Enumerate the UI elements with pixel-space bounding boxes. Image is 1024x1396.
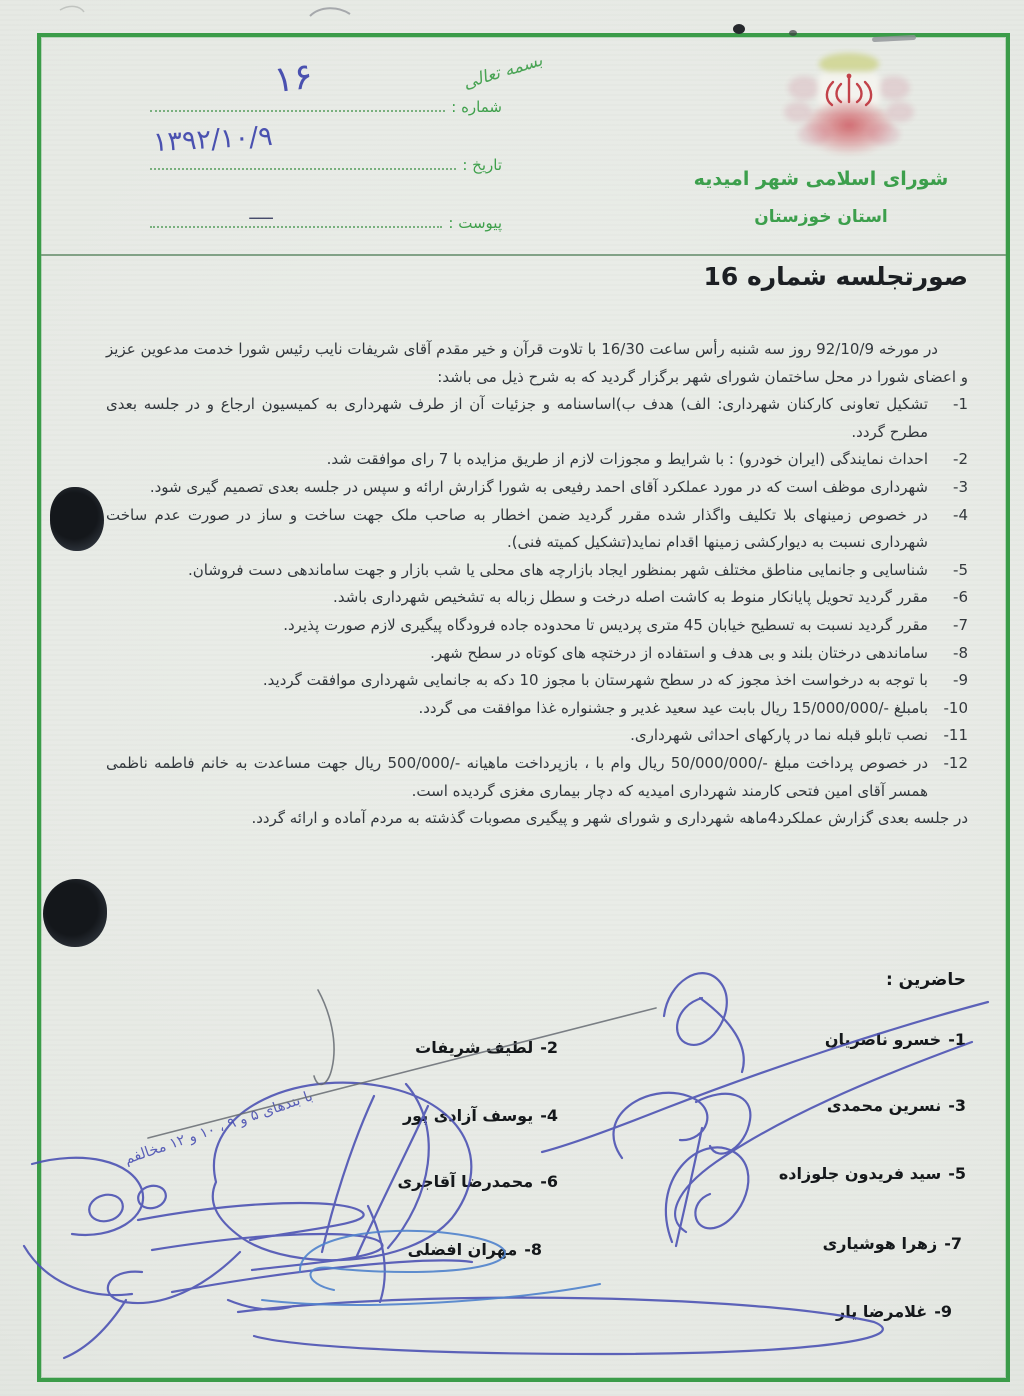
item-text: احداث نمایندگی (ایران خودرو) : با شرایط و مجوزات لازم از طریق مزایده با 7 رای موافقت شد. xyxy=(326,450,928,469)
minutes-item-11 xyxy=(106,722,968,750)
item-number: 10- xyxy=(943,698,968,717)
item-number: 9- xyxy=(953,671,968,690)
minutes-item-10 xyxy=(106,695,968,723)
minutes-item-1 xyxy=(106,391,968,446)
attendee-5 xyxy=(779,1164,966,1183)
item-number: 2- xyxy=(953,450,968,469)
attachment-dotted-line xyxy=(150,204,442,228)
date-label: تاریخ : xyxy=(462,156,502,174)
field-number xyxy=(150,55,502,116)
minutes-item-9 xyxy=(106,667,968,695)
attendee-number: 7- xyxy=(944,1234,962,1253)
item-number: 1- xyxy=(953,395,968,414)
organization-name xyxy=(676,160,966,236)
attendee-number: 6- xyxy=(540,1172,558,1191)
item-text: در خصوص پرداخت مبلغ -/50/000/000 ریال وام با ، بازپرداخت ماهیانه -/500/000 ریال جهت مساعدت به خانم فاطمه ناظمی همسر آقای امین فتحی کارمند شهرداری امیدیه که دچار بیماری مغزی گردیده است. xyxy=(106,753,928,800)
attendee-name: خسرو ناصریان xyxy=(824,1030,942,1049)
closing-paragraph: در جلسه بعدی گزارش عملکرد4ماهه شهرداری و شورای شهر و پیگیری مصوبات گذشته به مردم آماده و ارائه گردد. xyxy=(251,809,968,828)
minutes-item-12 xyxy=(106,750,968,805)
attendee-name: یوسف آزادی پور xyxy=(402,1106,534,1125)
attendee-2 xyxy=(415,1038,558,1057)
minutes-item-8 xyxy=(106,640,968,668)
emblem-graphic xyxy=(774,48,924,168)
scan-specks xyxy=(60,6,916,42)
bismillah-calligraphy: بسمه تعالی xyxy=(460,50,545,94)
item-number: 8- xyxy=(953,643,968,662)
field-attachment xyxy=(150,174,502,232)
attendee-9 xyxy=(836,1302,952,1321)
attachment-label: پیوست : xyxy=(448,214,502,232)
attendee-name: نسرین محمدی xyxy=(826,1096,942,1115)
item-text: با توجه به درخواست اخذ مجوز که در سطح شهرستان با مجوز 10 دکه به جانمایی شهرداری موافقت گردید. xyxy=(262,671,928,690)
attachment-handwritten-dash: ـــــ xyxy=(249,204,273,223)
attendee-number: 3- xyxy=(948,1096,966,1115)
iran-emblem-stamp xyxy=(774,48,924,168)
attendee-7 xyxy=(823,1234,962,1253)
handwritten-objection-note: با بندهای ۵ و ۹ ، ۱۰ و ۱۲ مخالفم xyxy=(122,1088,315,1168)
date-handwritten-value: ۱۳۹۲/۱۰/۹ xyxy=(152,120,274,159)
minutes-item-4 xyxy=(106,502,968,557)
item-text: بامبلغ -/15/000/000 ریال بابت عید سعید غدیر و جشنواره غذا موافقت می گردد. xyxy=(418,698,928,717)
item-number: 3- xyxy=(953,477,968,496)
attendee-name: محمدرضا آقاجری xyxy=(397,1172,534,1191)
item-text: مقرر گردید نسبت به تسطیح خیابان 45 متری پردیس تا محدوده جاده فرودگاه پیگیری لازم صورت پذیرد. xyxy=(283,615,928,634)
attendee-name: زهرا هوشیاری xyxy=(822,1234,938,1253)
attendee-3 xyxy=(827,1096,966,1115)
attendee-name: سید فریدون جلوزاده xyxy=(778,1164,942,1183)
minutes-item-7 xyxy=(106,612,968,640)
attendee-4 xyxy=(403,1106,558,1125)
item-text: تشکیل تعاونی کارکنان شهرداری: الف) هدف ب)اساسنامه و جزئیات آن از طرف شهرداری به کمیسیون ارجاع و در جلسه بعدی مطرح گردد. xyxy=(106,395,928,441)
item-text: شهرداری موظف است که در مورد عملکرد آقای احمد رفیعی به شورا گزارش ارائه و سپس در جلسه بعدی تصمیم گیری شود. xyxy=(149,477,928,496)
item-text: در خصوص زمینهای بلا تکلیف واگذار شده مقرر گردید ضمن اخطار به صاحب ملک جهت ساخت و ساز در صورت عدم ساخت شهرداری نسبت به دیوارکشی زمینها اقدام نماید(تشکیل کمیته فنی). xyxy=(106,505,928,552)
item-text: شناسایی و جانمایی مناطق مختلف شهر بمنظور ایجاد بازارچه های محلی یا شب بازار و جهت ساماندهی دست فروشان. xyxy=(187,560,928,579)
minutes-item-2 xyxy=(106,446,968,474)
item-number: 11- xyxy=(943,726,968,745)
item-number: 6- xyxy=(953,588,968,607)
item-number: 7- xyxy=(953,615,968,634)
attendee-number: 9- xyxy=(934,1302,952,1321)
org-council-line: شورای اسلامی شهر امیدیه xyxy=(693,168,949,190)
attendee-number: 5- xyxy=(948,1164,966,1183)
attendee-number: 8- xyxy=(524,1240,542,1259)
minutes-item-6 xyxy=(106,584,968,612)
number-handwritten-value: ۱۶ xyxy=(271,55,316,102)
item-number: 5- xyxy=(953,560,968,579)
item-text: ساماندهی درختان بلند و بی هدف و استفاده از درختچه های کوتاه در سطح شهر. xyxy=(430,643,928,662)
attendee-number: 4- xyxy=(540,1106,558,1125)
attendees-heading: حاضرین : xyxy=(885,970,966,990)
item-number: 4- xyxy=(953,505,968,524)
attendee-name: غلامرضا یار xyxy=(836,1302,928,1321)
attendee-name: مهران افضلی xyxy=(407,1240,518,1259)
minutes-item-5 xyxy=(106,557,968,585)
document-title: صورتجلسه شماره 16 xyxy=(703,262,968,291)
item-text: مقرر گردید تحویل پایانکار منوط به کاشت اصله درخت و سطل زباله به تشخیص شهرداری باشد. xyxy=(333,588,928,607)
number-dotted-line xyxy=(150,55,445,112)
item-number: 12- xyxy=(943,753,968,772)
attendee-8 xyxy=(408,1240,542,1259)
minutes-item-3 xyxy=(106,474,968,502)
attendee-1 xyxy=(825,1030,966,1049)
number-label: شماره : xyxy=(451,98,502,116)
intro-paragraph: در مورخه 92/10/9 روز سه شنبه رأس ساعت 16/30 با تلاوت قرآن و خیر مقدم آقای شریفات نایب رئیس شورا خدمت مدعوین عزیز و اعضای شورا در محل ساختمان شورای شهر برگزار گردید که به شرح ذیل می باشد: xyxy=(106,340,968,386)
attendee-number: 2- xyxy=(540,1038,558,1057)
date-dotted-line xyxy=(150,120,456,170)
header-divider-line xyxy=(41,254,1006,256)
punch-hole-bottom xyxy=(43,879,107,947)
attendee-number: 1- xyxy=(948,1030,966,1049)
item-text: نصب تابلو قبله نما در پارکهای احداثی شهرداری. xyxy=(630,726,928,745)
attendee-name: لطیف شریفات xyxy=(415,1038,534,1057)
attendee-6 xyxy=(397,1172,558,1191)
punch-hole-top xyxy=(50,487,104,551)
minutes-body xyxy=(106,336,968,833)
org-province-line: استان خوزستان xyxy=(754,207,888,227)
field-date xyxy=(150,116,502,174)
header-fields xyxy=(150,55,502,232)
